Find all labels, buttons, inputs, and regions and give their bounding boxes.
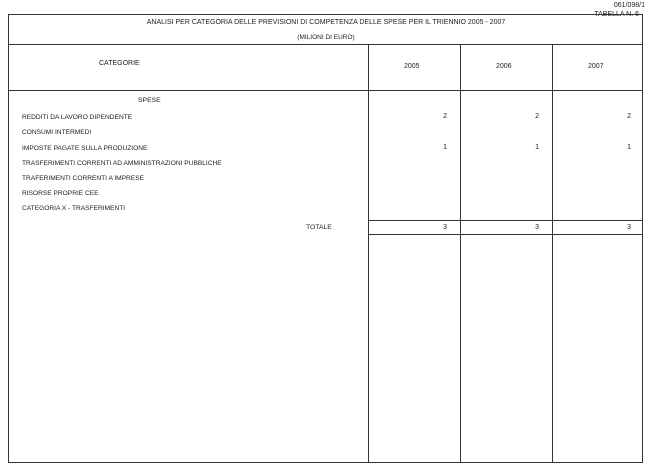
row-label: TRASFERIMENTI CORRENTI AD AMMINISTRAZIONI PUBBLICHE [22,160,222,167]
total-bottom-rule [368,234,643,235]
header-bottom-rule [8,90,643,91]
header-year-2007: 2007 [588,63,604,70]
header-categorie: CATEGORIE [99,60,140,67]
total-2007: 3 [627,224,631,231]
total-label: TOTALE [306,224,332,231]
row-label: CATEGORIA X - TRASFERIMENTI [22,205,126,212]
table-frame [8,14,643,463]
row-value-2005: 2 [443,113,447,120]
row-label: CONSUMI INTERMEDI [22,129,92,136]
document-code: 061/098/1 [613,2,645,9]
row-value-2006: 2 [535,113,539,120]
row-value-2005: 1 [443,144,447,151]
total-2005: 3 [443,224,447,231]
header-top-rule [8,44,643,45]
row-value-2007: 2 [627,113,631,120]
column-divider-2007 [552,44,553,463]
total-2006: 3 [535,224,539,231]
column-divider-2006 [460,44,461,463]
row-label: IMPOSTE PAGATE SULLA PRODUZIONE [22,145,148,152]
table-subtitle: (MILIONI DI EURO) [297,34,355,41]
table-number: TABELLA N. 6 [594,11,639,18]
column-divider-2005 [368,44,369,463]
total-top-rule [368,220,643,221]
table-title: ANALISI PER CATEGORIA DELLE PREVISIONI DI COMPETENZA DELLE SPESE PER IL TRIENNIO 2005 - 2007 [146,19,506,26]
row-value-2006: 1 [535,144,539,151]
row-label: TRAFERIMENTI CORRENTI A IMPRESE [22,175,144,182]
row-value-2007: 1 [627,144,631,151]
header-year-2005: 2005 [404,63,420,70]
row-label: RISORSE PROPRIE CEE [22,190,99,197]
section-spese: SPESE [138,97,161,104]
row-label: REDDITI DA LAVORO DIPENDENTE [22,114,133,121]
header-year-2006: 2006 [496,63,512,70]
